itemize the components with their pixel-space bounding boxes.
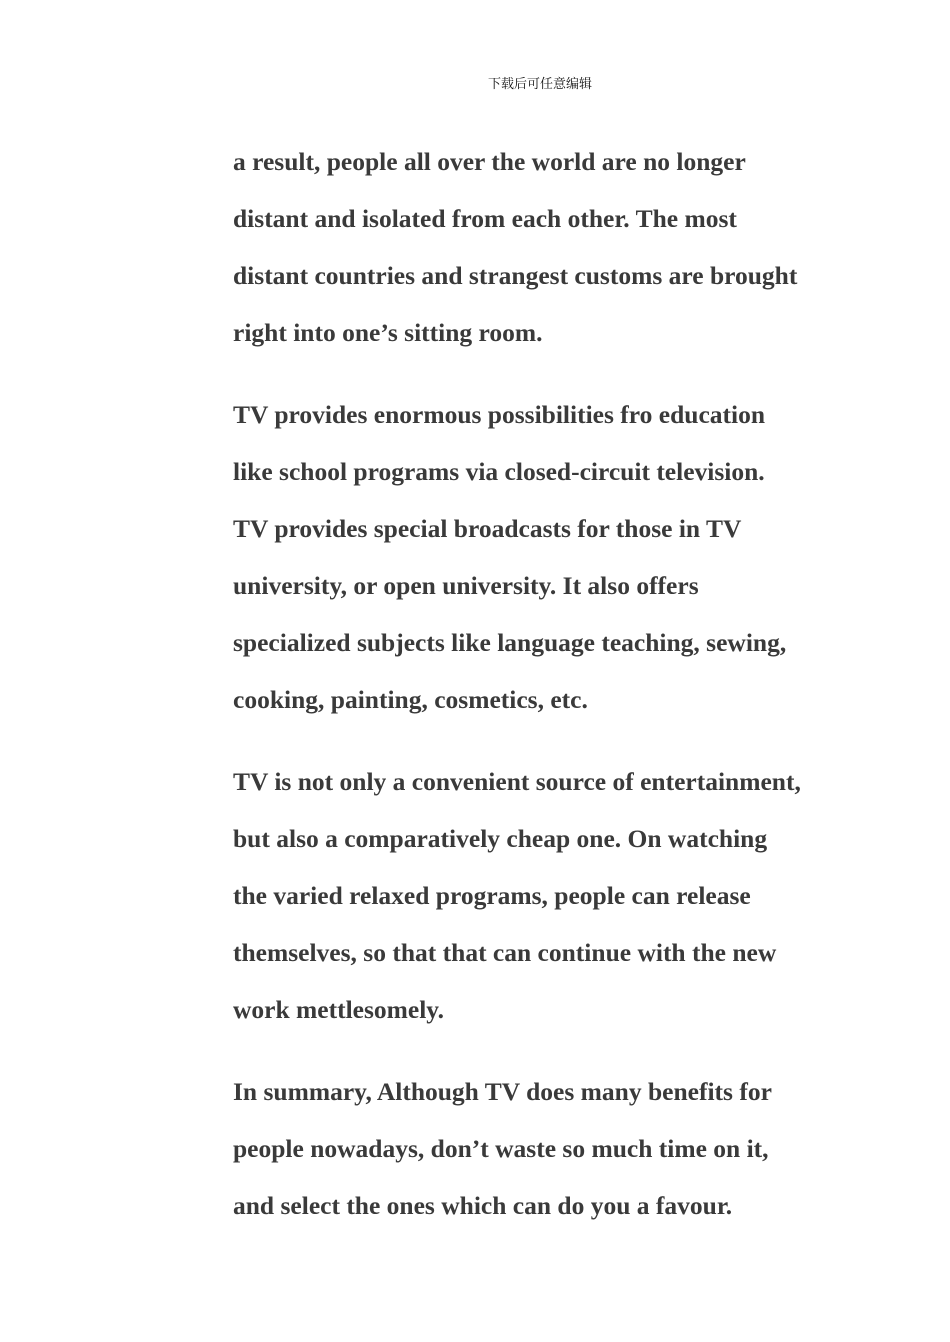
text-line: distant countries and strangest customs are brought bbox=[233, 261, 798, 290]
text-line: cooking, painting, cosmetics, etc. bbox=[233, 685, 588, 714]
text-line: In summary, Although TV does many benefits for bbox=[233, 1077, 772, 1106]
text-line: and select the ones which can do you a favour. bbox=[233, 1191, 733, 1220]
text-line: people nowadays, don’t waste so much time on it, bbox=[233, 1134, 769, 1163]
text-line: like school programs via closed-circuit television. bbox=[233, 457, 765, 486]
text-line: TV provides enormous possibilities fro education bbox=[233, 400, 766, 429]
text-line: right into one’s sitting room. bbox=[233, 318, 543, 347]
paragraph-2 bbox=[233, 386, 853, 728]
text-line: a result, people all over the world are no longer bbox=[233, 147, 746, 176]
text-line: TV provides special broadcasts for those in TV bbox=[233, 514, 742, 543]
header-note: 下载后可任意编辑 bbox=[487, 77, 592, 92]
document-body bbox=[233, 133, 853, 1259]
text-line: but also a comparatively cheap one. On watching bbox=[233, 824, 768, 853]
text-line: specialized subjects like language teaching, sewing, bbox=[233, 628, 787, 657]
paragraph-3 bbox=[233, 753, 853, 1038]
text-line: TV is not only a convenient source of entertainment, bbox=[233, 767, 801, 796]
text-line: distant and isolated from each other. The most bbox=[233, 204, 737, 233]
text-line: the varied relaxed programs, people can release bbox=[233, 881, 751, 910]
paragraph-1 bbox=[233, 133, 853, 361]
text-line: university, or open university. It also offers bbox=[233, 571, 699, 600]
paragraph-4 bbox=[233, 1063, 853, 1234]
text-line: work mettlesomely. bbox=[233, 995, 445, 1024]
text-line: themselves, so that that can continue with the new bbox=[233, 938, 777, 967]
